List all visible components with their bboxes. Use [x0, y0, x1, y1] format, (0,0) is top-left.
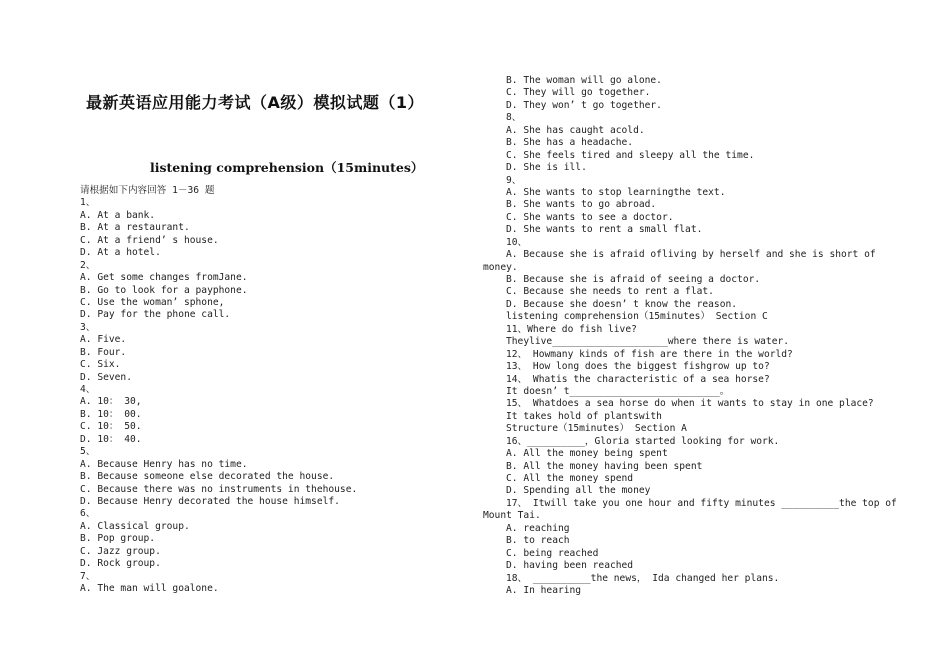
- text-line: D. At a hotel.: [80, 247, 161, 259]
- text-line: 12、 Howmany kinds of fish are there in the world?: [506, 348, 793, 360]
- text-line: 14、 Whatis the characteristic of a sea horse?: [506, 373, 770, 385]
- text-line: C. Six.: [80, 359, 121, 371]
- text-line: 16、__________，Gloria started looking for work.: [506, 435, 780, 447]
- text-line: A. reaching: [506, 522, 570, 534]
- text-line: 3、: [80, 321, 96, 333]
- text-line: B. She has a headache.: [506, 137, 634, 149]
- text-line: Structure（15minutes） Section A: [506, 423, 687, 435]
- text-line: B. to reach: [506, 535, 570, 547]
- text-line: C. 10： 50.: [80, 421, 142, 433]
- text-line: B. 10： 00.: [80, 408, 142, 420]
- text-line: C. She wants to see a doctor.: [506, 211, 674, 223]
- text-line: 18、 __________the news， Ida changed her plans.: [506, 572, 780, 584]
- text-line: 4、: [80, 384, 96, 395]
- text-line: B. Because she is afraid of seeing a doctor.: [506, 274, 761, 285]
- text-line: D. having been reached: [506, 560, 634, 572]
- text-line: 15、 Whatdoes a sea horse do when it wants to stay in one place?: [506, 398, 874, 410]
- text-line: D. Spending all the money: [506, 485, 651, 497]
- text-line: D. Pay for the phone call.: [80, 309, 231, 321]
- text-line: A. 10： 30,: [80, 396, 142, 408]
- text-line: 13、 How long does the biggest fishgrow up to?: [506, 361, 770, 373]
- text-line: A. Classical group.: [80, 520, 190, 532]
- text-line: A. Because Henry has no time.: [80, 458, 248, 470]
- text-line: D. She wants to rent a small flat.: [506, 224, 703, 236]
- text-line: B. The woman will go alone.: [506, 75, 662, 86]
- text-line: C. They will go together.: [506, 87, 651, 99]
- text-line: 5、: [80, 446, 96, 458]
- text-line: C. Jazz group.: [80, 545, 161, 557]
- text-line: C. Use the woman’ sphone,: [80, 296, 225, 308]
- text-line: It takes hold of plantswith: [506, 410, 662, 422]
- text-line: 请根据如下内容回答 1－36 题: [80, 185, 215, 196]
- text-line: 2、: [80, 259, 96, 271]
- text-line: A. She has caught acold.: [506, 124, 645, 136]
- text-line: Mount Tai.: [483, 510, 541, 522]
- text-line: D. They won’ t go together.: [506, 99, 662, 111]
- text-line: C. At a friend’ s house.: [80, 234, 219, 246]
- text-line: 6、: [80, 508, 96, 520]
- text-line: 9、: [506, 174, 522, 186]
- text-line: B. Go to look for a payphone.: [80, 284, 248, 296]
- text-line: money.: [483, 261, 518, 273]
- text-line: A. Because she is afraid ofliving by herself and she is short of: [506, 249, 876, 261]
- text-line: D. 10： 40.: [80, 433, 142, 445]
- text-line: Theylive____________________where there is water.: [506, 336, 790, 348]
- document-title: 最新英语应用能力考试（A级）模拟试题（1）: [86, 93, 425, 112]
- text-line: D. Because she doesn’ t know the reason.: [506, 298, 738, 310]
- text-line: B. At a restaurant.: [80, 222, 190, 234]
- text-line: B. Four.: [80, 346, 127, 358]
- text-line: It doesn’ t__________________________。: [506, 385, 730, 397]
- text-line: 1、: [80, 197, 96, 209]
- text-line: C. All the money spend: [506, 473, 634, 484]
- right-column: [483, 75, 903, 597]
- text-line: B. Pop group.: [80, 533, 156, 545]
- text-line: D. Because Henry decorated the house himself.: [80, 495, 340, 507]
- text-line: D. Seven.: [80, 371, 132, 383]
- text-line: 11、Where do fish live?: [506, 323, 637, 335]
- text-line: A. She wants to stop learningthe text.: [506, 186, 726, 198]
- section-subtitle: listening comprehension（15minutes）: [150, 160, 424, 175]
- text-line: D. Rock group.: [80, 558, 161, 570]
- text-line: A. At a bank.: [80, 209, 156, 221]
- text-line: C. Because there was no instruments in thehouse.: [80, 483, 358, 495]
- text-line: A. The man will goalone.: [80, 583, 219, 594]
- text-line: B. All the money having been spent: [506, 460, 703, 472]
- text-line: listening comprehension（15minutes） Section C: [506, 311, 768, 323]
- text-line: B. Because someone else decorated the house.: [80, 471, 335, 483]
- text-line: C. being reached: [506, 547, 599, 559]
- text-line: 10、: [506, 236, 528, 248]
- text-line: 7、: [80, 570, 96, 582]
- text-line: C. Because she needs to rent a flat.: [506, 286, 714, 298]
- text-line: 8、: [506, 112, 522, 124]
- text-line: A. In hearing: [506, 584, 582, 596]
- text-line: A. All the money being spent: [506, 448, 668, 460]
- text-line: 17、 Itwill take you one hour and fifty minutes __________the top of: [506, 497, 897, 509]
- text-line: A. Get some changes fromJane.: [80, 272, 248, 284]
- text-line: D. She is ill.: [506, 162, 587, 174]
- text-line: B. She wants to go abroad.: [506, 199, 657, 211]
- text-line: A. Five.: [80, 334, 127, 346]
- text-line: C. She feels tired and sleepy all the time.: [506, 149, 755, 161]
- left-column: [80, 185, 475, 595]
